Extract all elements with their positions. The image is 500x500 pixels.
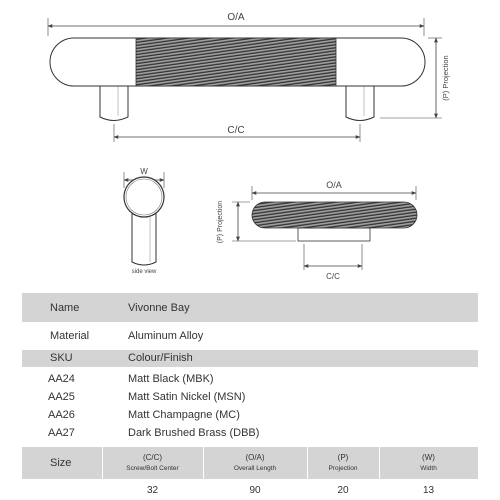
- material-value: Aluminum Alloy: [128, 330, 204, 342]
- sku-finish: Dark Brushed Brass (DBB): [128, 427, 260, 439]
- top-view-handle: [50, 38, 425, 121]
- size-caption: Overall Length: [233, 465, 277, 472]
- size-value-oa: 90: [249, 485, 261, 496]
- size-value-cc: 32: [146, 485, 159, 496]
- size-symbol: (C/C): [142, 453, 163, 462]
- spec-table: [22, 293, 478, 500]
- size-caption: Projection: [328, 465, 358, 472]
- size-label: Size: [50, 457, 72, 469]
- front-projection-label: (P) Projection: [217, 200, 224, 244]
- sku-row: [22, 373, 478, 390]
- size-symbol: (O/A): [245, 453, 265, 462]
- front-center-label: C/C: [326, 272, 340, 281]
- sku-row: [22, 409, 478, 426]
- material-label: Material: [50, 330, 90, 342]
- top-overall-label: O/A: [227, 12, 245, 23]
- size-caption: Screw/Bolt Center: [126, 465, 179, 472]
- size-caption: Width: [420, 465, 437, 472]
- sku-code: AA24: [48, 373, 75, 385]
- size-column-w: [379, 452, 478, 474]
- sku-code: AA27: [48, 427, 75, 439]
- sku-finish: Matt Satin Nickel (MSN): [128, 391, 246, 403]
- size-column-oa: [203, 452, 307, 474]
- name-row: [22, 293, 478, 322]
- top-projection-label: (P) Projection: [441, 55, 450, 101]
- finish-label: Colour/Finish: [128, 352, 193, 364]
- sku-finish: Matt Champagne (MC): [128, 409, 240, 421]
- sku-code: AA26: [48, 409, 75, 421]
- top-center-label: C/C: [227, 125, 245, 136]
- size-header-row: [22, 447, 478, 479]
- sku-label: SKU: [50, 352, 73, 364]
- sku-list: [22, 373, 478, 443]
- size-value-p: 20: [337, 485, 349, 496]
- side-view-caption: side view: [131, 269, 157, 275]
- size-column-cc: [102, 452, 203, 474]
- sku-finish: Matt Black (MBK): [128, 373, 214, 385]
- size-column-p: [307, 452, 379, 474]
- sku-row: [22, 391, 478, 408]
- size-symbol: (W): [422, 453, 435, 462]
- size-value-w: 13: [422, 485, 435, 496]
- sku-row: [22, 427, 478, 444]
- size-values-row: [22, 481, 478, 500]
- sku-header-row: [22, 350, 478, 367]
- side-width-label: W: [140, 167, 148, 176]
- material-row: [22, 322, 478, 350]
- name-label: Name: [50, 302, 80, 314]
- front-overall-label: O/A: [326, 180, 342, 190]
- sku-code: AA25: [48, 391, 75, 403]
- side-view-handle: [124, 172, 164, 265]
- size-symbol: (P): [337, 453, 349, 462]
- knurled-grip-top: [136, 38, 336, 86]
- name-value: Vivonne Bay: [128, 302, 190, 314]
- front-view-handle: [252, 202, 417, 241]
